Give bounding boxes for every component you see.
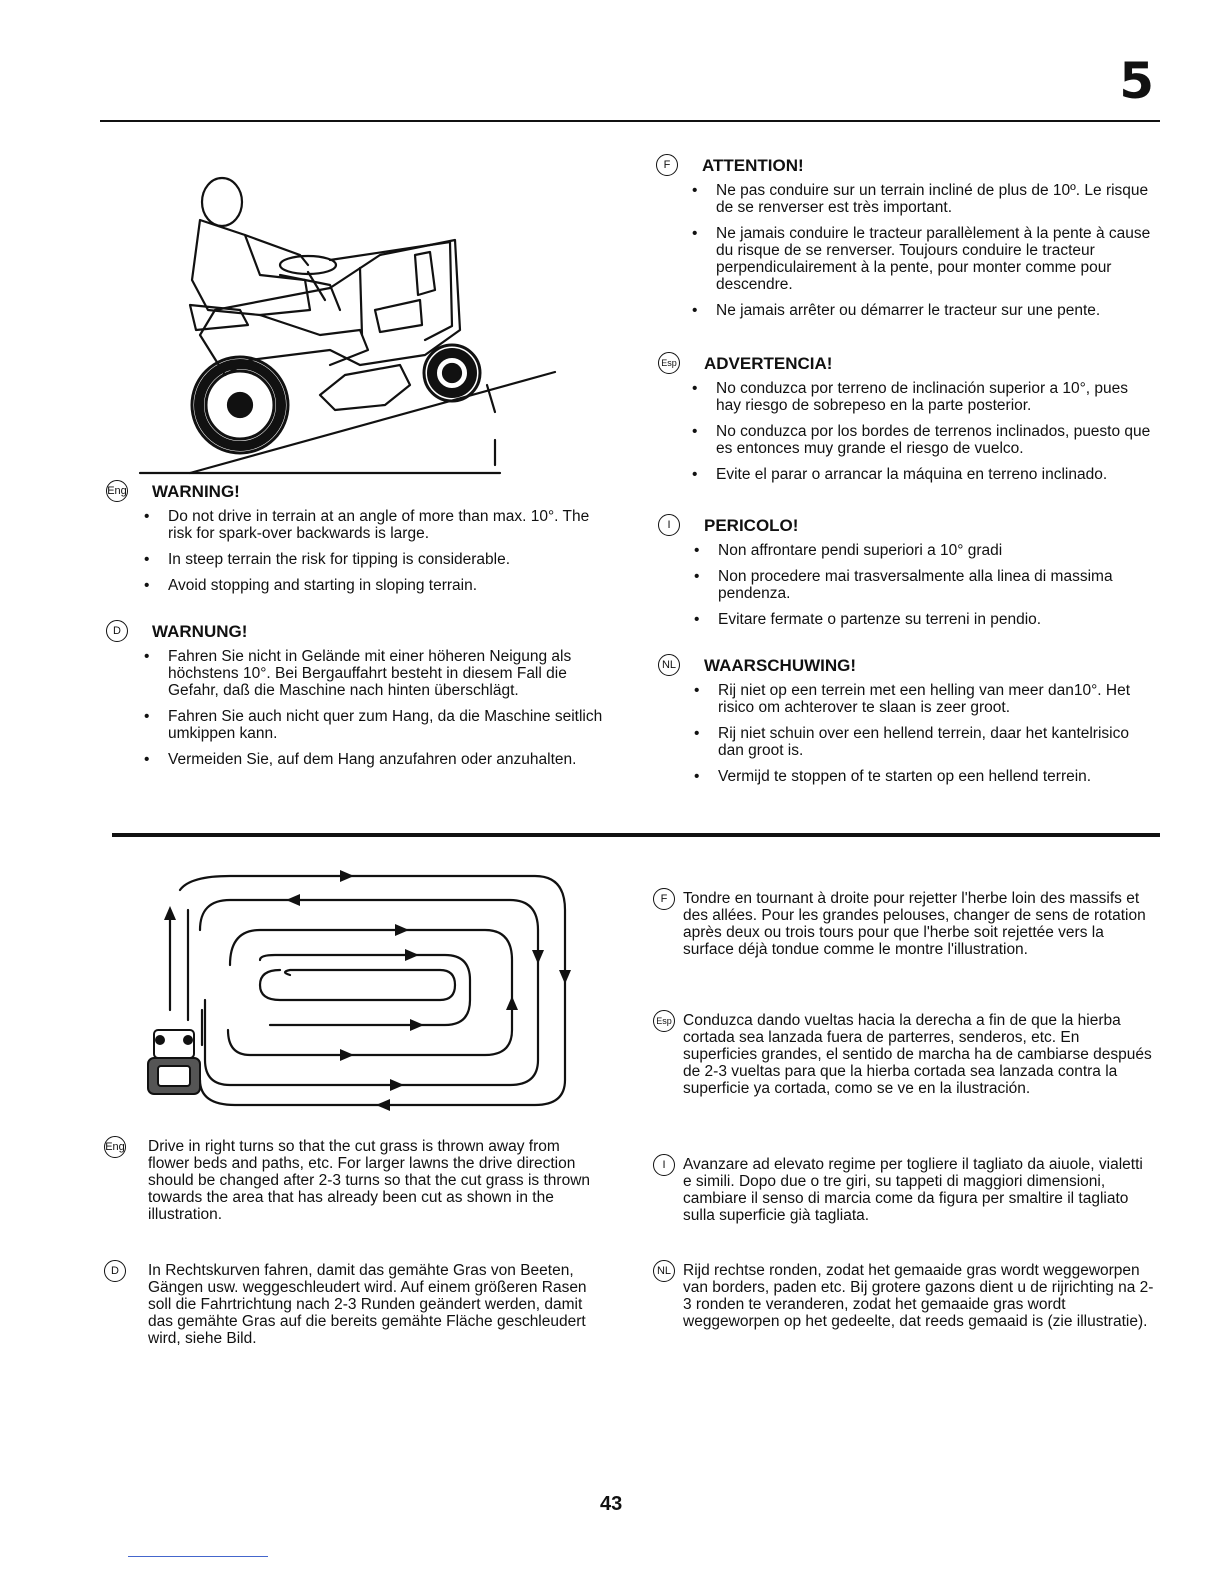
section-divider xyxy=(112,833,1160,837)
list-item: • Fahren Sie auch nicht quer zum Hang, da die Maschine seitlich umkippen kann. xyxy=(168,708,611,742)
mowing-fr xyxy=(660,890,1155,958)
warning-nl-title: WAARSCHUWING! xyxy=(704,656,857,675)
list-item: • Rij niet schuin over een hellend terrein, daar het kantelrisico dan groot is. xyxy=(718,725,1156,759)
warning-nl xyxy=(658,654,1156,794)
warning-it-title: PERICOLO! xyxy=(704,516,799,535)
lang-badge-nl: NL xyxy=(658,654,680,676)
footer-line xyxy=(128,1556,268,1557)
list-item: • Non affrontare pendi superiori a 10° gradi xyxy=(718,542,1156,559)
lang-badge-it: I xyxy=(658,514,680,536)
list-item: • Ne jamais arrêter ou démarrer le tracteur sur une pente. xyxy=(716,302,1156,319)
chapter-number: 5 xyxy=(1119,52,1154,110)
warning-fr-title: ATTENTION! xyxy=(702,156,804,175)
tractor-slope-illustration xyxy=(130,160,570,490)
list-item: • Ne jamais conduire le tracteur parallèlement à la pente à cause du risque de se renverser. Toujours conduire le tracteur perpendiculairement à la pente, pour monter comme pour descendre. xyxy=(716,225,1156,293)
mowing-pattern-illustration xyxy=(140,870,580,1115)
list-item: • No conduzca por los bordes de terrenos inclinados, puesto que es entonces muy grande el riesgo de vuelco. xyxy=(716,423,1156,457)
list-item: • Ne pas conduire sur un terrain incliné de plus de 10º. Le risque de se renverser est très important. xyxy=(716,182,1156,216)
mowing-eng-text: Drive in right turns so that the cut grass is thrown away from flower beds and paths, etc. For larger lawns the drive direction should be changed after 2-3 turns so that the cut grass is thrown towards the area that has already been cut as shown in the illustration. xyxy=(148,1138,591,1223)
list-item: • Vermeiden Sie, auf dem Hang anzufahren oder anzuhalten. xyxy=(168,751,611,768)
list-item: • Evite el parar o arrancar la máquina en terreno inclinado. xyxy=(716,466,1156,483)
lang-badge-de: D xyxy=(106,620,128,642)
mowing-nl-text: Rijd rechtse ronden, zodat het gemaaide gras wordt weggeworpen van borders, paden etc. Bij grotere gazons dient u de rijrichting na 2-3 ronden te veranderen, zodat het gemaaide gras wordt weggeworpen op het gedeelte, dat reeds gemaaid is (zie illustratie). xyxy=(683,1262,1154,1330)
lang-badge-nl: NL xyxy=(653,1260,675,1282)
list-item: • No conduzca por terreno de inclinación superior a 10°, pues hay riesgo de sobrepeso en la parte posterior. xyxy=(716,380,1156,414)
mowing-it-text: Avanzare ad elevato regime per togliere il tagliato da aiuole, vialetti e simili. Dopo due o tre giri, su tappeti di maggiori dimensioni, cambiare il senso di marcia come da figura per smaltire il tagliato sulla superficie già tagliata. xyxy=(683,1156,1143,1224)
warning-eng-title: WARNING! xyxy=(152,482,240,501)
warning-de-title: WARNUNG! xyxy=(152,622,248,641)
list-item: • In steep terrain the risk for tipping is considerable. xyxy=(168,551,606,568)
lang-badge-es: Esp xyxy=(653,1010,675,1032)
mowing-nl xyxy=(656,1262,1155,1330)
mowing-es-text: Conduzca dando vueltas hacia la derecha a fin de que la hierba cortada sea lanzada fuera de parterres, senderos, etc. En superficies grandes, el sentido de marcha ha de cambiarse después de 2-3 vueltas para que la hierba cortada sea lanzada contra la superficie ya cortada, como se ve en la ilustración. xyxy=(683,1012,1152,1097)
warning-it xyxy=(658,514,1156,637)
warning-es-title: ADVERTENCIA! xyxy=(704,354,833,373)
mowing-it xyxy=(662,1156,1155,1224)
lang-badge-fr: F xyxy=(653,888,675,910)
lang-badge-de: D xyxy=(104,1260,126,1282)
warning-fr xyxy=(656,154,1156,328)
lang-badge-fr: F xyxy=(656,154,678,176)
list-item: • Fahren Sie nicht in Gelände mit einer höheren Neigung als höchstens 10°. Bei Bergauffahrt besteht in diesem Fall die Gefahr, daß die Maschine nach hinten überschlägt. xyxy=(168,648,611,699)
list-item: • Non procedere mai trasversalmente alla linea di massima pendenza. xyxy=(718,568,1156,602)
lang-badge-it: I xyxy=(653,1154,675,1176)
list-item: • Do not drive in terrain at an angle of more than max. 10°. The risk for spark-over backwards is large. xyxy=(168,508,606,542)
top-rule xyxy=(100,120,1160,122)
list-item: • Rij niet op een terrein met een helling van meer dan10°. Het risico om achterover te slaan is zeer groot. xyxy=(718,682,1156,716)
mowing-de xyxy=(111,1262,604,1347)
mowing-eng xyxy=(105,1138,604,1223)
lang-badge-eng: Eng xyxy=(104,1136,126,1158)
list-item: • Evitare fermate o partenze su terreni in pendio. xyxy=(718,611,1156,628)
list-item: • Avoid stopping and starting in sloping terrain. xyxy=(168,577,606,594)
page-number: 43 xyxy=(600,1493,623,1515)
mowing-fr-text: Tondre en tournant à droite pour rejetter l'herbe loin des massifs et des allées. Pour les grandes pelouses, changer de sens de rotation après deux ou trois tours pour que l'herbe soit rejettée vers la surface déjà tondue comme le montre l'illustration. xyxy=(683,890,1146,958)
warning-de xyxy=(106,620,611,777)
lang-badge-eng: Eng xyxy=(106,480,128,502)
warning-eng xyxy=(106,480,606,603)
mowing-de-text: In Rechtskurven fahren, damit das gemähte Gras von Beeten, Gängen usw. weggeschleudert wird. Auf einem größeren Rasen soll die Fahrtrichtung nach 2-3 Runden geändert werden, damit das gemähte Gras auf die bereits gemähte Fläche geschleudert wird, siehe Bild. xyxy=(148,1262,587,1347)
list-item: • Vermijd te stoppen of te starten op een hellend terrein. xyxy=(718,768,1156,785)
mowing-es xyxy=(656,1012,1155,1097)
warning-es xyxy=(658,352,1156,492)
lang-badge-es: Esp xyxy=(658,352,680,374)
